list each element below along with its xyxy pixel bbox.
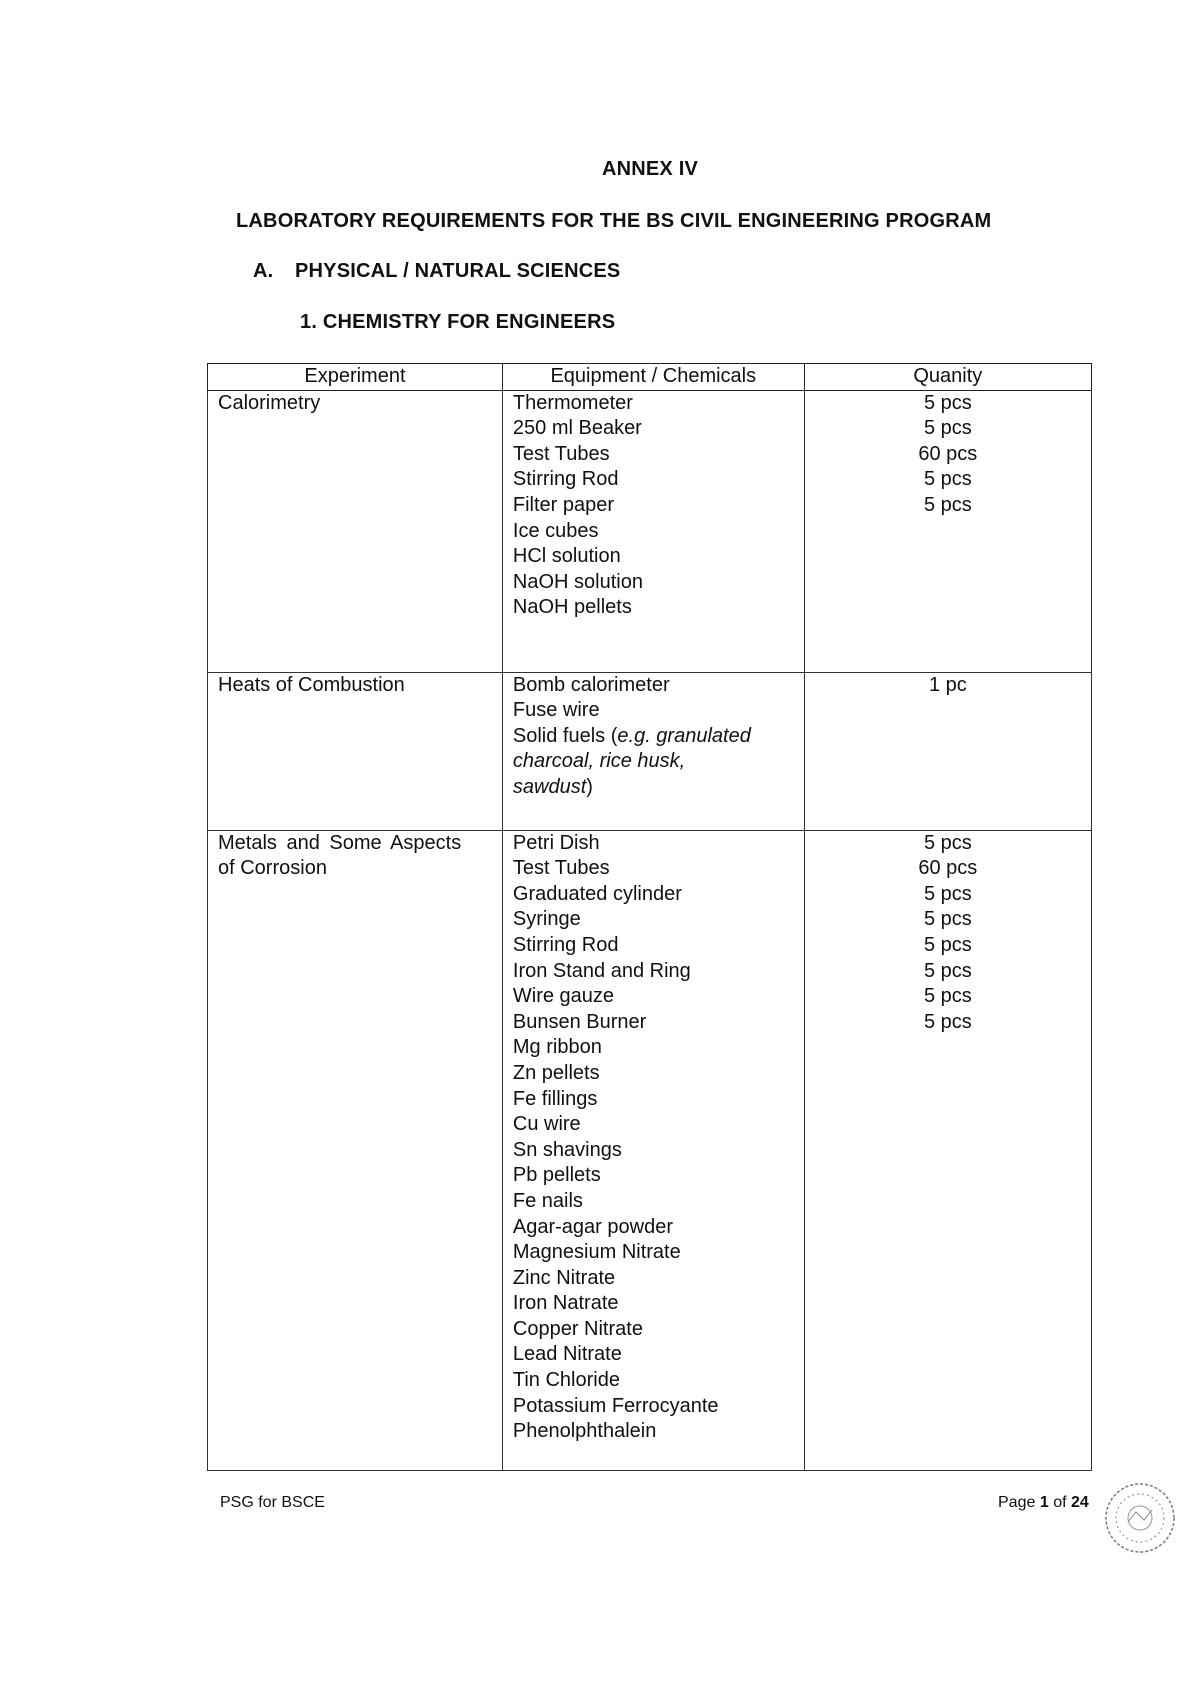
footer-doc-label: PSG for BSCE bbox=[220, 1494, 325, 1511]
list-item: sawdust) bbox=[512, 775, 593, 798]
quantity-value: 5 pcs bbox=[923, 831, 972, 854]
list-item: Ice cubes bbox=[512, 519, 599, 542]
list-item: Tin Chloride bbox=[512, 1369, 620, 1392]
section-title: PHYSICAL / NATURAL SCIENCES bbox=[295, 260, 621, 282]
list-item: Wire gauze bbox=[512, 985, 615, 1008]
list-item: NaOH solution bbox=[512, 570, 643, 593]
quantity-cell bbox=[804, 672, 1091, 830]
experiment-cell bbox=[208, 390, 503, 672]
equipment-cell bbox=[502, 830, 804, 1470]
table-row-heats-of-combustion bbox=[208, 672, 1092, 830]
official-seal-icon bbox=[1100, 1478, 1180, 1558]
subsection-heading: 1. CHEMISTRY FOR ENGINEERS bbox=[300, 311, 616, 333]
list-item: Test Tubes bbox=[512, 857, 610, 880]
equipment-cell bbox=[502, 390, 804, 672]
document-title: LABORATORY REQUIREMENTS FOR THE BS CIVIL ENGINEERING PROGRAM bbox=[236, 210, 992, 232]
experiment-cell bbox=[208, 672, 503, 830]
list-item: Magnesium Nitrate bbox=[512, 1241, 681, 1264]
list-item: Cu wire bbox=[512, 1113, 581, 1136]
list-item: Stirring Rod bbox=[512, 468, 619, 491]
list-item: Zn pellets bbox=[512, 1061, 600, 1084]
list-item: Bomb calorimeter bbox=[512, 673, 670, 696]
list-item: Syringe bbox=[512, 908, 581, 931]
experiment-name-cont: of Corrosion bbox=[218, 857, 327, 880]
quantity-value: 5 pcs bbox=[923, 391, 972, 414]
page-current: 1 bbox=[1039, 1494, 1049, 1511]
list-item: Bunsen Burner bbox=[512, 1010, 647, 1033]
quantity-value: 5 pcs bbox=[923, 417, 972, 440]
list-item: Petri Dish bbox=[512, 831, 600, 854]
experiment-cell bbox=[208, 830, 503, 1470]
quantity-cell bbox=[804, 390, 1091, 672]
quantity-cell bbox=[804, 830, 1091, 1470]
list-item: Sn shavings bbox=[512, 1138, 622, 1161]
list-item: Mg ribbon bbox=[512, 1036, 602, 1059]
quantity-value: 5 pcs bbox=[923, 1010, 972, 1033]
list-item: Filter paper bbox=[512, 493, 615, 516]
quantity-value: 5 pcs bbox=[923, 882, 972, 905]
annex-label: ANNEX IV bbox=[601, 158, 699, 180]
quantity-value: 5 pcs bbox=[923, 468, 972, 491]
list-item: charcoal, rice husk, bbox=[512, 750, 686, 773]
quantity-value: 5 pcs bbox=[923, 985, 972, 1008]
table-row-calorimetry bbox=[208, 390, 1092, 672]
list-item: NaOH pellets bbox=[512, 596, 632, 619]
quantity-value: 60 pcs bbox=[918, 857, 978, 880]
quantity-value: 60 pcs bbox=[918, 442, 978, 465]
experiment-name: Calorimetry bbox=[218, 391, 321, 414]
quantity-value: 1 pc bbox=[928, 673, 967, 696]
section-letter: A. bbox=[253, 260, 274, 282]
table-row-metals-corrosion bbox=[208, 830, 1092, 1470]
quantity-value: 5 pcs bbox=[923, 933, 972, 956]
list-item: Thermometer bbox=[512, 391, 633, 414]
list-item: Copper Nitrate bbox=[512, 1317, 643, 1340]
list-item: Iron Stand and Ring bbox=[512, 959, 691, 982]
list-item: Test Tubes bbox=[512, 442, 610, 465]
list-item: Graduated cylinder bbox=[512, 882, 682, 905]
page-label: Page bbox=[998, 1494, 1036, 1511]
quantity-value: 5 pcs bbox=[923, 493, 972, 516]
equipment-cell bbox=[502, 672, 804, 830]
list-item: Fe fillings bbox=[512, 1087, 598, 1110]
list-item: Fuse wire bbox=[512, 699, 600, 722]
quantity-value: 5 pcs bbox=[923, 959, 972, 982]
list-item: Zinc Nitrate bbox=[512, 1266, 616, 1289]
list-item: Agar-agar powder bbox=[512, 1215, 673, 1238]
list-item: Iron Natrate bbox=[512, 1292, 619, 1315]
column-header-equipment: Equipment / Chemicals bbox=[502, 364, 804, 391]
list-item: Pb pellets bbox=[512, 1164, 601, 1187]
quantity-value: 5 pcs bbox=[923, 908, 972, 931]
footer-page-number bbox=[998, 1494, 1089, 1512]
list-item: HCl solution bbox=[512, 545, 621, 568]
list-item: 250 ml Beaker bbox=[512, 417, 642, 440]
experiment-name: Metals and Some Aspects bbox=[218, 831, 462, 854]
list-item: Fe nails bbox=[512, 1189, 583, 1212]
list-item: Stirring Rod bbox=[512, 933, 619, 956]
list-item: Phenolphthalein bbox=[512, 1420, 657, 1443]
experiment-name: Heats of Combustion bbox=[218, 673, 405, 696]
page-total: 24 bbox=[1070, 1494, 1089, 1511]
list-item: Potassium Ferrocyante bbox=[512, 1394, 719, 1417]
lab-requirements-table bbox=[207, 363, 1092, 1471]
column-header-quantity: Quanity bbox=[804, 364, 1091, 391]
table-header-row bbox=[208, 364, 1092, 391]
column-header-experiment: Experiment bbox=[208, 364, 503, 391]
list-item: Solid fuels (e.g. granulated bbox=[512, 724, 751, 747]
list-item: Lead Nitrate bbox=[512, 1343, 622, 1366]
of-label: of bbox=[1053, 1494, 1067, 1511]
section-heading bbox=[253, 260, 620, 283]
